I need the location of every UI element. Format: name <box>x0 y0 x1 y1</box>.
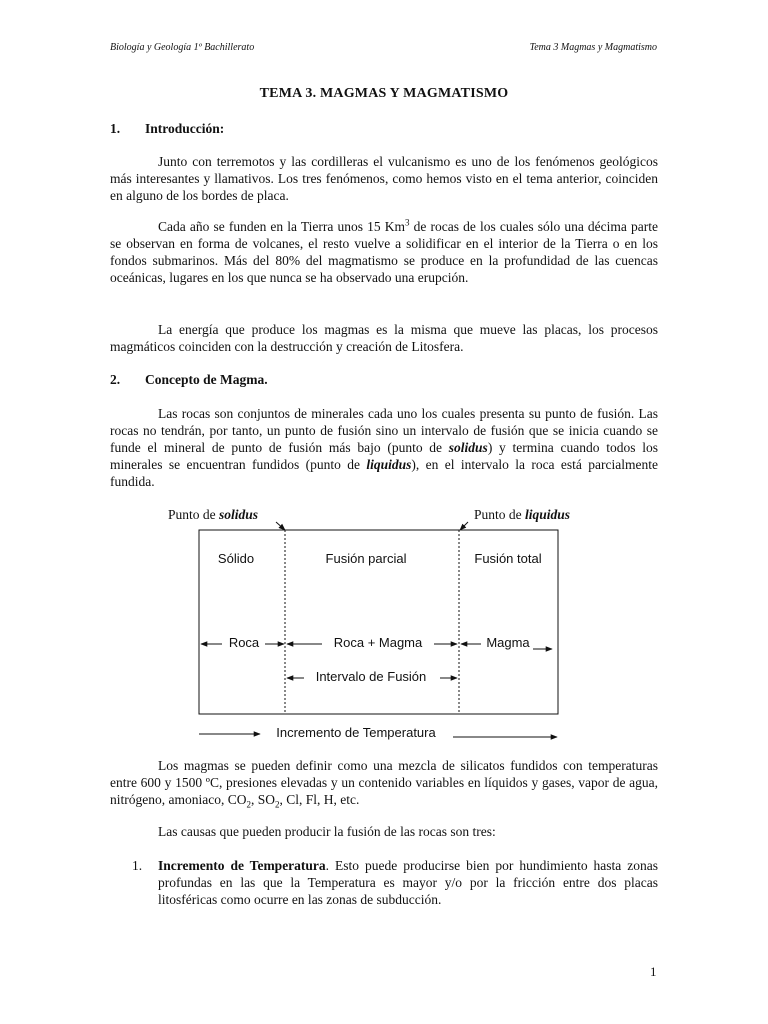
section-1-title: Introducción: <box>145 121 225 136</box>
section-1-number: 1. <box>110 121 121 136</box>
page-title: TEMA 3. MAGMAS Y MAGMATISMO <box>259 86 509 101</box>
temperatura-label: Incremento de Temperatura <box>276 725 436 740</box>
zone-solido: Sólido <box>217 551 255 566</box>
header-left: Biología y Geología 1º Bachillerato <box>110 42 255 53</box>
list-item-number: 1. <box>132 858 143 873</box>
solidus-label-word: solidus <box>219 507 259 522</box>
header-right: Tema 3 Magmas y Magmatismo <box>529 42 657 53</box>
list-item-body: . Esto puede producirse bien por hundimiento hasta zonas profundas en las que la Temperatura es mayor y/o por la fricción entre dos placas litosféricas como ocurre en las zonas de subducción. <box>158 858 658 907</box>
p5-text-b: , SO <box>250 792 275 807</box>
solidus-label-prefix: Punto de <box>168 507 220 522</box>
zone-fusion-parcial: Fusión parcial <box>325 551 407 566</box>
solidus-term: solidus <box>448 440 488 455</box>
fusion-diagram <box>0 500 768 750</box>
paragraph-intro-2 <box>110 218 658 286</box>
paragraph-causes: Las causas que pueden producir la fusión de las rocas son tres: <box>158 824 496 839</box>
roca-label: Roca <box>228 635 260 650</box>
liquidus-pointer <box>460 522 468 530</box>
roca-magma-label: Roca + Magma <box>333 635 423 650</box>
liquidus-term: liquidus <box>366 457 412 472</box>
p5-text-a: Los magmas se pueden definir como una mezcla de silicatos fundidos con temperaturas entre 600 y 1500 ºC, presiones elevadas y un contenido variables en líquidos y gases, vapor de agua, nitrógeno, amoniaco, CO <box>110 758 658 807</box>
paragraph-magma-definition <box>110 757 658 808</box>
p4-text-c: ), en el intervalo la roca está parcialmente fundida. <box>110 457 658 489</box>
liquidus-label-prefix: Punto de <box>474 507 526 522</box>
list-item-bold: Incremento de Temperatura <box>158 858 326 873</box>
p2-text-b: de rocas de los cuales sólo una décima parte se observan en forma de volcanes, el resto vuelve a solidificar en el interior de la Tierra o en los fondos submarinos. Más del 80% del magmatismo se produce en la profundidad de las cuencas oceánicas, lugares en los que nunca se ha observado una erupción. <box>110 219 658 285</box>
p5-sub-2: 2 <box>275 799 280 810</box>
list-item-text <box>158 857 658 908</box>
paragraph-intro-3: La energía que produce los magmas es la misma que mueve las placas, los procesos magmáticos coinciden con la destrucción y creación de Litosfera. <box>110 322 658 354</box>
intervalo-label: Intervalo de Fusión <box>315 669 427 684</box>
section-2-heading <box>110 372 268 388</box>
paragraph-intro-1: Junto con terremotos y las cordilleras el vulcanismo es uno de los fenómenos geológicos más interesantes y llamativos. Los tres fenómenos, como hemos visto en el tema anterior, coinciden en alguno de los bordes de placa. <box>110 154 658 203</box>
p2-superscript: 3 <box>405 217 410 228</box>
liquidus-label <box>474 507 570 522</box>
solidus-label <box>168 507 258 522</box>
section-2-title: Concepto de Magma. <box>145 372 268 387</box>
section-1-heading <box>110 121 224 137</box>
p5-sub-1: 2 <box>246 799 251 810</box>
p4-text-a: Las rocas son conjuntos de minerales cada uno los cuales presenta su punto de fusión. Las rocas no tendrán, por tanto, un punto de fusión sino un intervalo de fusión que se inicia cuando se funde el mineral de punto de fusión más bajo (punto de <box>110 406 658 455</box>
p5-text-c: , Cl, Fl, H, etc. <box>279 792 360 807</box>
p4-text-b: ) y termina cuando todos los minerales se encuentran fundidos (punto de <box>110 440 658 472</box>
liquidus-label-word: liquidus <box>525 507 571 522</box>
section-2-number: 2. <box>110 372 121 387</box>
p2-text-a: Cada año se funden en la Tierra unos 15 Km <box>158 219 406 234</box>
page-number: 1 <box>650 964 657 979</box>
solidus-pointer <box>276 522 285 530</box>
paragraph-magma-concept <box>110 405 658 490</box>
zone-fusion-total: Fusión total <box>474 551 542 566</box>
magma-label: Magma <box>486 635 530 650</box>
